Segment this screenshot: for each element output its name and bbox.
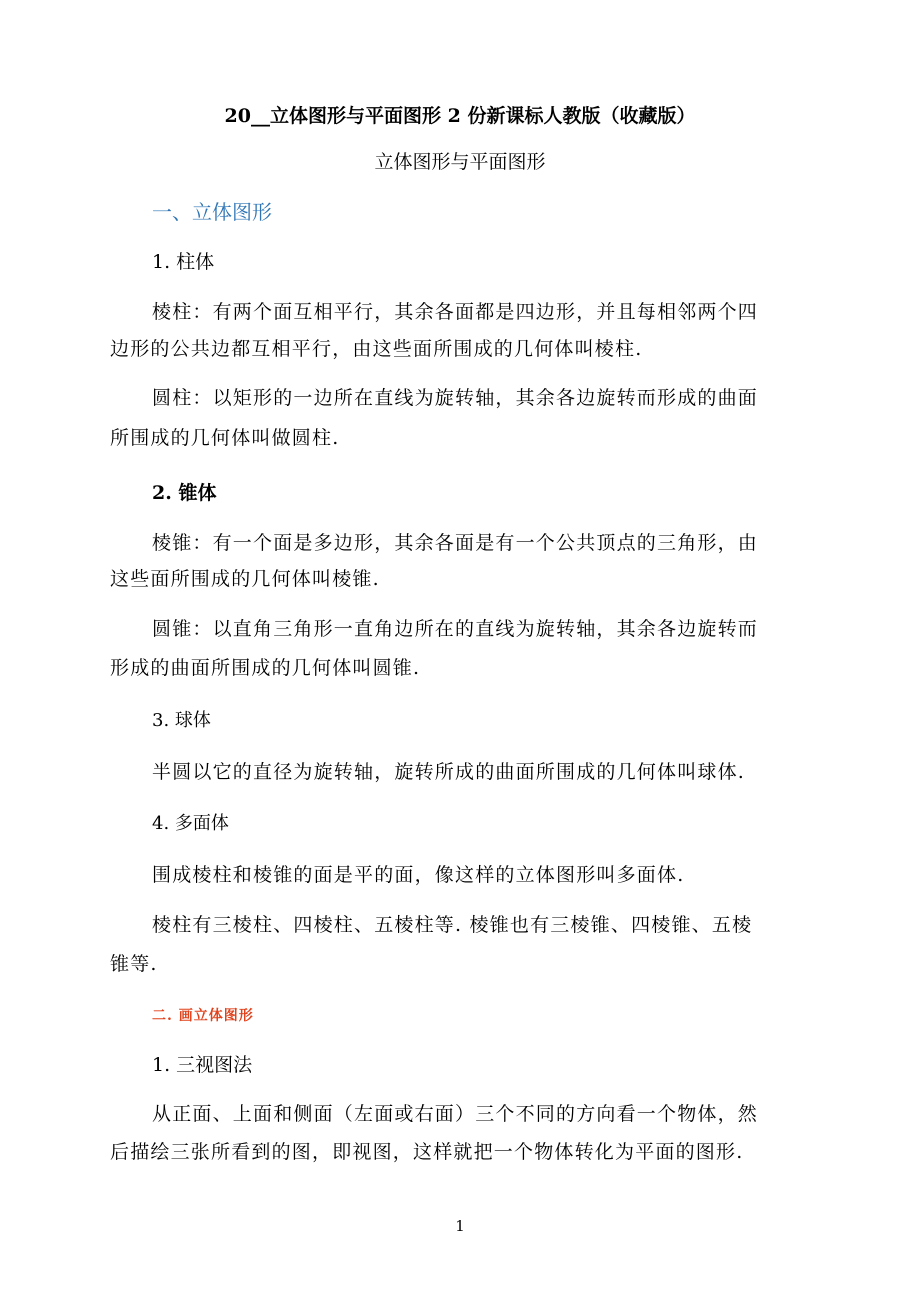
section-heading-drawing: 二. 画立体图形 bbox=[152, 1008, 254, 1024]
item-heading-prism: 1. 柱体 bbox=[152, 251, 215, 273]
paragraph-prism-line1: 棱柱：有两个面互相平行，其余各面都是四边形，并且每相邻两个四 bbox=[152, 301, 759, 323]
document-subtitle: 立体图形与平面图形 bbox=[374, 151, 546, 173]
item-heading-cone: 2. 锥体 bbox=[152, 482, 217, 504]
paragraph-prism-types-line2: 锥等. bbox=[110, 953, 158, 975]
paragraph-polyhedron: 围成棱柱和棱锥的面是平的面，像这样的立体图形叫多面体. bbox=[152, 864, 685, 886]
paragraph-cylinder-line1: 圆柱：以矩形的一边所在直线为旋转轴，其余各边旋转而形成的曲面 bbox=[152, 387, 759, 409]
page-number: 1 bbox=[455, 1217, 465, 1235]
item-heading-three-view: 1. 三视图法 bbox=[152, 1054, 253, 1076]
section-heading-solid-figures: 一、立体图形 bbox=[152, 200, 272, 224]
paragraph-pyramid-line1: 棱锥：有一个面是多边形，其余各面是有一个公共顶点的三角形，由 bbox=[152, 532, 759, 554]
paragraph-prism-line2: 边形的公共边都互相平行，由这些面所围成的几何体叫棱柱. bbox=[110, 338, 643, 360]
paragraph-circular-cone-line2: 形成的曲面所围成的几何体叫圆锥. bbox=[110, 657, 421, 679]
paragraph-pyramid-line2: 这些面所围成的几何体叫棱锥. bbox=[110, 568, 380, 590]
item-heading-polyhedron: 4. 多面体 bbox=[152, 813, 229, 834]
paragraph-sphere: 半圆以它的直径为旋转轴，旋转所成的曲面所围成的几何体叫球体. bbox=[152, 761, 746, 783]
paragraph-prism-types-line1: 棱柱有三棱柱、四棱柱、五棱柱等. 棱锥也有三棱锥、四棱锥、五棱 bbox=[152, 914, 753, 936]
paragraph-circular-cone-line1: 圆锥：以直角三角形一直角边所在的直线为旋转轴，其余各边旋转而 bbox=[152, 618, 759, 640]
item-heading-sphere: 3. 球体 bbox=[152, 710, 211, 731]
paragraph-three-view-line1: 从正面、上面和侧面（左面或右面）三个不同的方向看一个物体，然 bbox=[152, 1103, 759, 1125]
document-title: 20__立体图形与平面图形 2 份新课标人教版（收藏版） bbox=[224, 105, 696, 127]
paragraph-cylinder-line2: 所围成的几何体叫做圆柱. bbox=[110, 427, 340, 449]
paragraph-three-view-line2: 后描绘三张所看到的图，即视图，这样就把一个物体转化为平面的图形. bbox=[110, 1141, 744, 1163]
